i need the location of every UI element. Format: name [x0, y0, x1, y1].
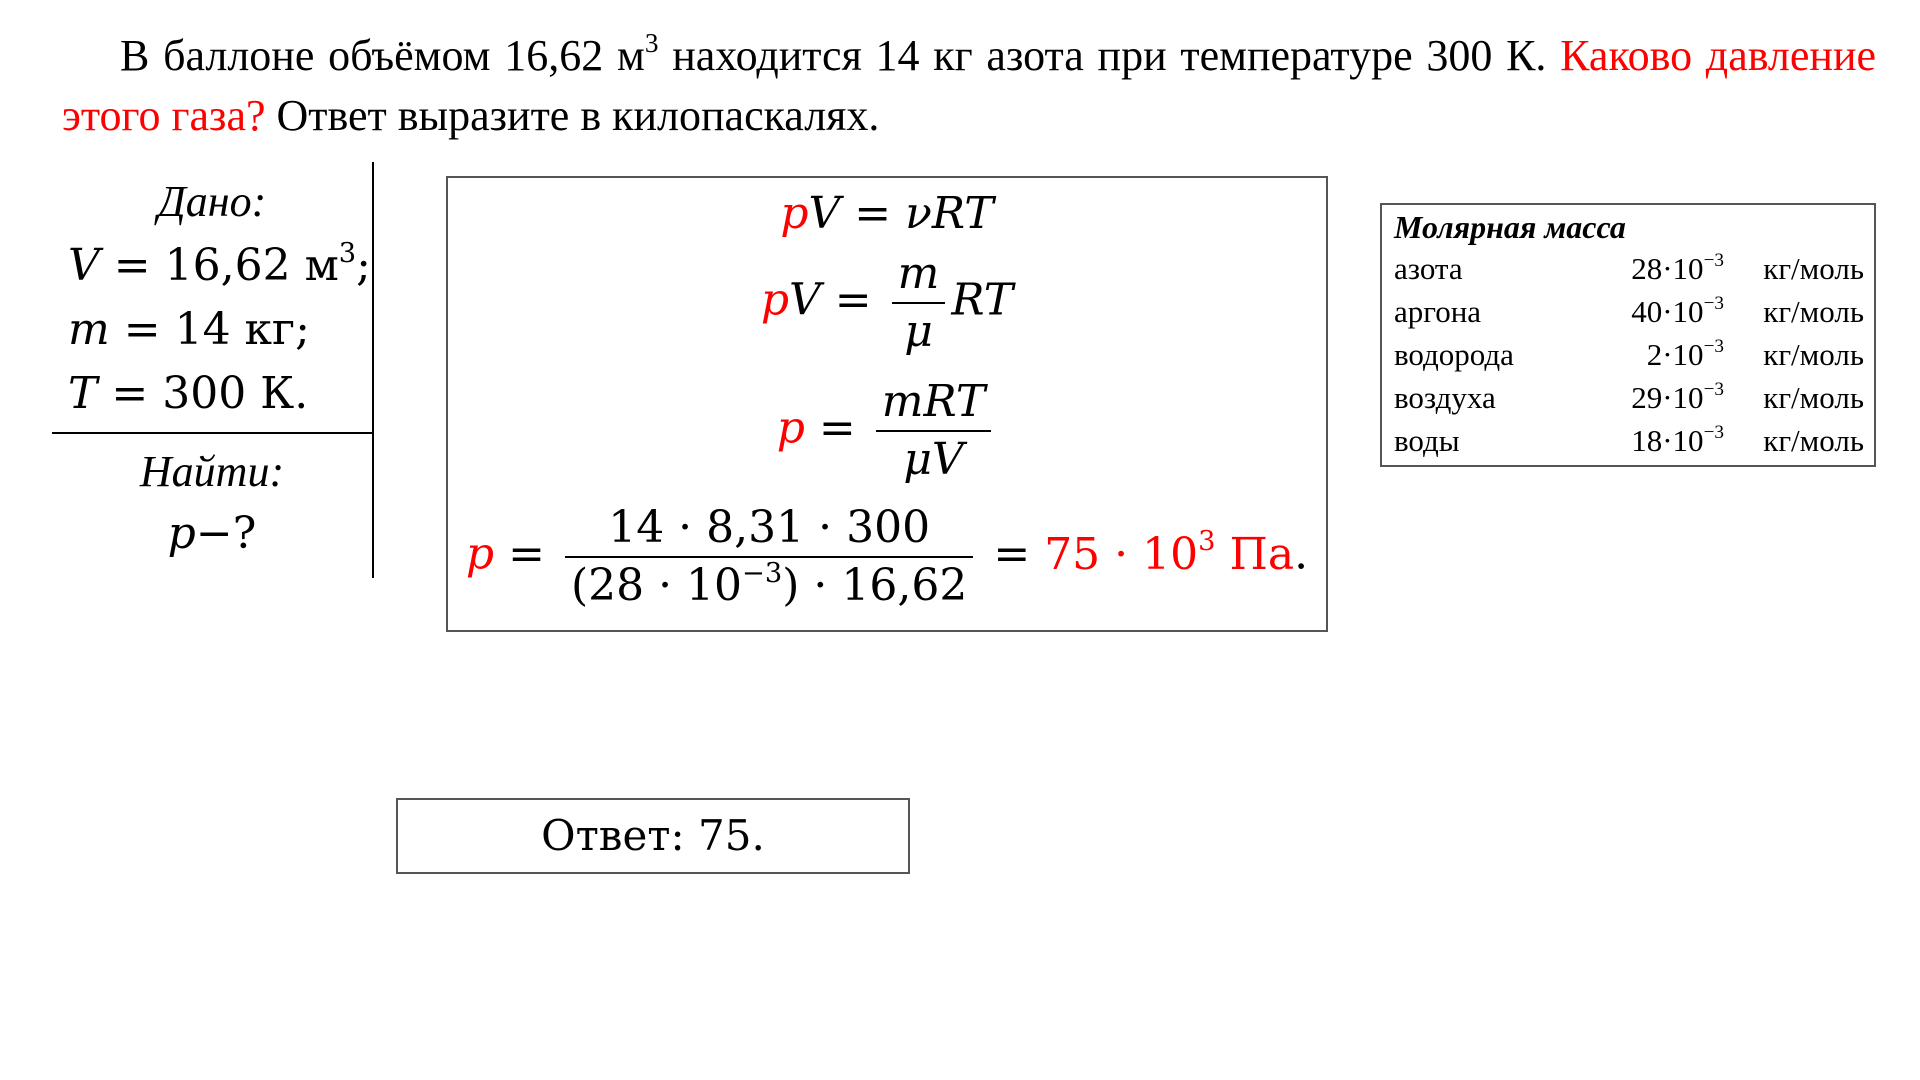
- given-temperature: T = 300 К.: [68, 368, 309, 419]
- problem-statement: [62, 26, 1876, 146]
- molar-mass-row: водорода $2\cdot 10^{-3}$ кг/моль: [1394, 335, 1864, 372]
- fraction-mrt-muv: $\frac{\text{mRT}}{\mu V}$: [876, 374, 991, 488]
- solution-box: [446, 176, 1328, 632]
- molar-mass-title: Молярная масса: [1394, 209, 1626, 245]
- find-value: p−?: [167, 508, 257, 559]
- answer-label: Ответ:: [541, 811, 685, 860]
- answer-value: 75.: [684, 811, 765, 860]
- molar-mass-row: воздуха $29\cdot 10^{-3}$ кг/моль: [1394, 378, 1864, 415]
- given-title: Дано:: [157, 177, 267, 226]
- answer-box: [396, 798, 910, 874]
- equation-pressure-formula: p = $\frac{\text{mRT}}{\mu V}$: [448, 374, 1326, 488]
- find-title: Найти:: [139, 447, 285, 496]
- problem-instruction: Ответ выразите в килопаскалях.: [265, 91, 880, 140]
- equation-ideal-gas: pV = νRT: [780, 188, 994, 239]
- molar-mass-table: [1380, 203, 1876, 467]
- molar-mass-row: аргона $40\cdot 10^{-3}$ кг/моль: [1394, 292, 1864, 329]
- given-volume: V = 16,62 $м^3$;: [68, 237, 371, 291]
- problem-text-part2: находится 14 кг азота при температуре 300 К.: [658, 31, 1561, 80]
- given-divider-vertical: [372, 162, 374, 578]
- given-mass: m = 14 кг;: [68, 304, 310, 355]
- given-divider-horizontal: [52, 432, 374, 434]
- pressure-result: $75 \cdot 10^3$ Па: [1044, 526, 1295, 580]
- equation-pressure-numeric: p = $\frac{14 \cdot 8,31 \cdot 300}{(28 \cdot 10^{-3}) \cdot 16,62}$ = $75 \cdot 10^3$ Па.: [448, 500, 1326, 614]
- fraction-numeric: $\frac{14 \cdot 8,31 \cdot 300}{(28 \cdot 10^{-3}) \cdot 16,62}$: [565, 500, 973, 614]
- molar-mass-row: азота $28\cdot 10^{-3}$ кг/моль: [1394, 249, 1864, 286]
- fraction-m-mu: $\frac{m}{\mu}$: [892, 246, 946, 360]
- equation-moles: pV = $\frac{m}{\mu}$ RT: [448, 246, 1326, 360]
- given-block: [52, 168, 372, 578]
- molar-mass-row: воды $18\cdot 10^{-3}$ кг/моль: [1394, 421, 1864, 458]
- problem-text-part1: В баллоне объёмом 16,62 м: [120, 31, 645, 80]
- problem-question: Каково давление этого газа?: [62, 31, 1877, 140]
- problem-unit-exponent: 3: [644, 27, 659, 58]
